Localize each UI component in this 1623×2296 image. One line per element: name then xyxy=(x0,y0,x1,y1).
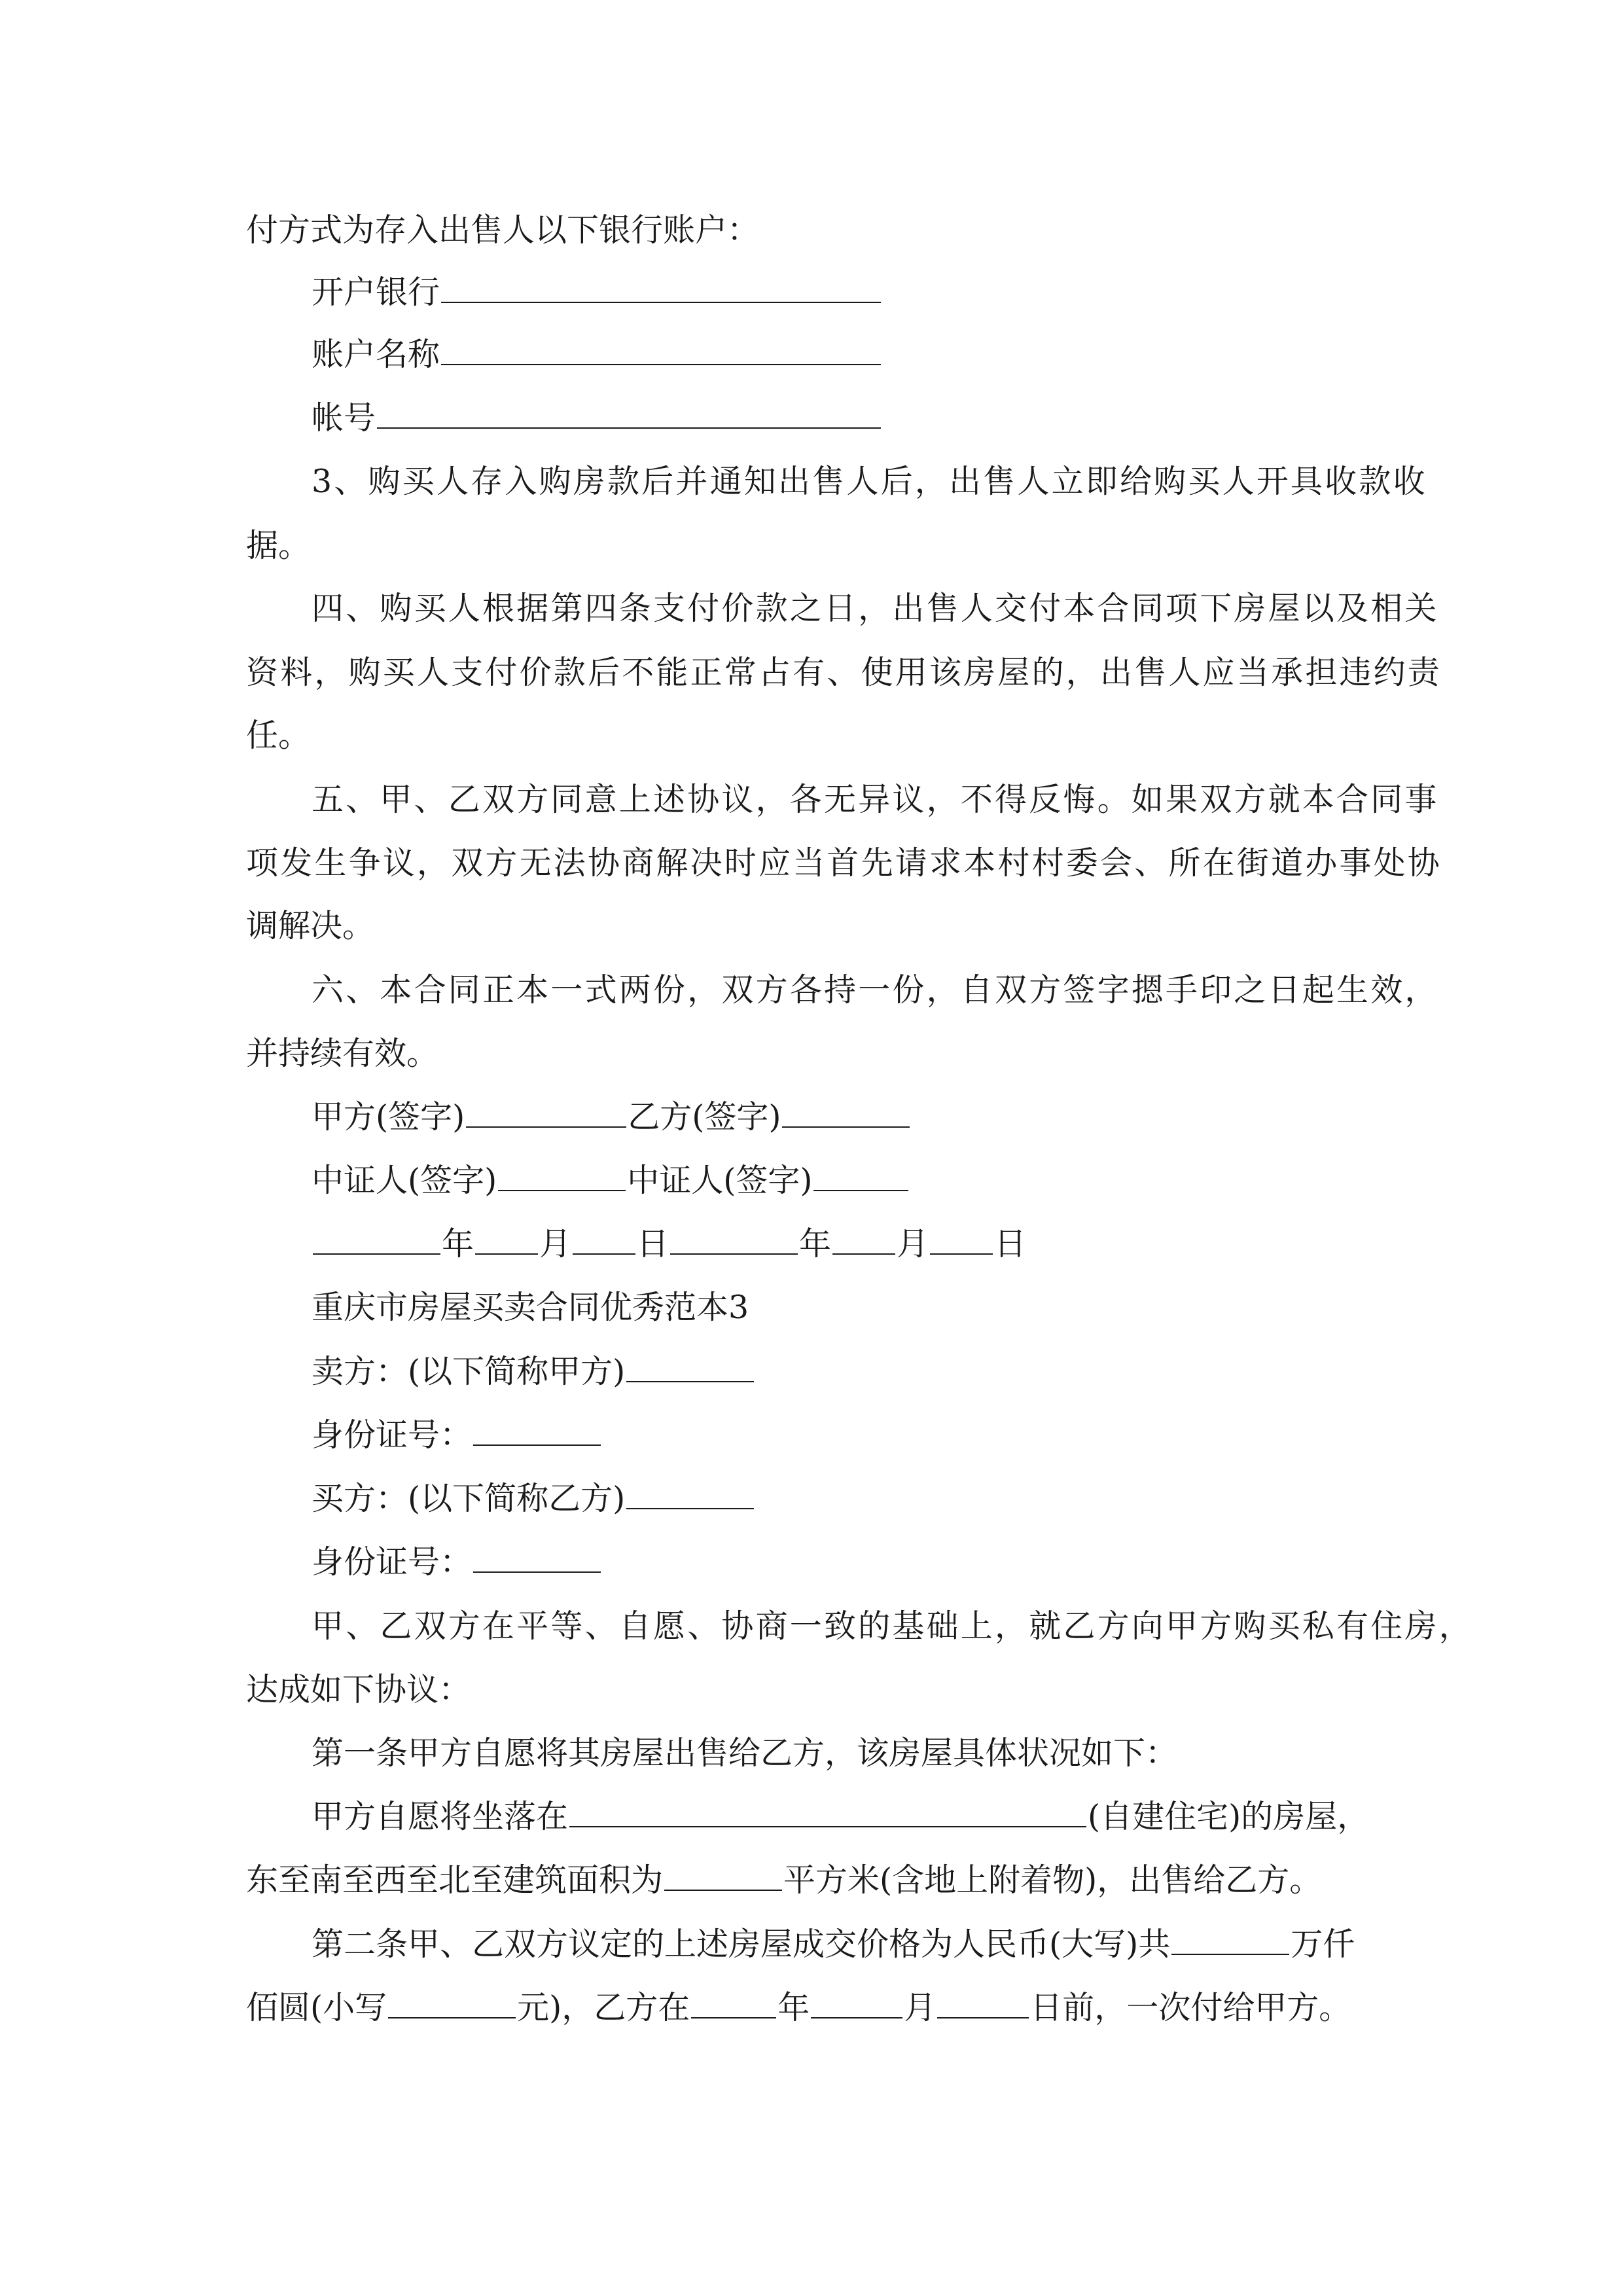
fill-blank xyxy=(441,273,881,303)
fill-blank xyxy=(573,1225,635,1255)
fill-blank xyxy=(930,1225,993,1255)
account-name-field: 账户名称 xyxy=(312,335,882,374)
bank-field: 开户银行 xyxy=(312,273,882,312)
paragraph-line: 并持续有效。 xyxy=(246,1035,439,1072)
fill-blank xyxy=(937,1988,1029,2018)
fill-blank xyxy=(782,1098,910,1128)
paragraph-line: 项发生争议，双方无法协商解决时应当首先请求本村村委会、所在街道办事处协 xyxy=(246,844,1442,882)
fill-blank xyxy=(664,1861,782,1891)
paragraph-line: 3、购买人存入购房款后并通知出售人后，出售人立即给购买人开具收款收 xyxy=(312,463,1427,500)
account-number-field: 帐号 xyxy=(312,399,882,438)
paragraph-line: 调解决。 xyxy=(246,907,375,944)
fill-blank xyxy=(626,1352,754,1382)
fill-blank xyxy=(313,1225,440,1255)
fill-blank xyxy=(475,1225,538,1255)
fill-blank xyxy=(832,1225,895,1255)
paragraph-line: 五、甲、乙双方同意上述协议，各无异议，不得反悔。如果双方就本合同事 xyxy=(312,781,1439,818)
paragraph-line: 付方式为存入出售人以下银行账户： xyxy=(246,211,760,249)
fill-blank xyxy=(813,1161,908,1191)
paragraph-line: 四、购买人根据第四条支付价款之日，出售人交付本合同项下房屋以及相关 xyxy=(312,590,1439,627)
location-line: 甲方自愿将坐落在 (自建住宅)的房屋， xyxy=(312,1798,1370,1835)
paragraph-line: 第一条甲方自愿将其房屋出售给乙方，该房屋具体状况如下： xyxy=(312,1734,1178,1772)
buyer-id-field: 身份证号： xyxy=(312,1543,602,1582)
signature-line-parties: 甲方(签字) 乙方(签字) xyxy=(312,1098,911,1137)
date-line: 年 月 日 年 月 日 xyxy=(312,1225,1026,1264)
fill-blank xyxy=(691,1988,776,2018)
price-line: 第二条甲、乙双方议定的上述房屋成交价格为人民币(大写)共 万仟 xyxy=(312,1926,1355,1963)
paragraph-line: 任。 xyxy=(246,717,311,754)
seller-id-field: 身份证号： xyxy=(312,1416,602,1455)
signature-line-witnesses: 中证人(签字) 中证人(签字) xyxy=(312,1161,910,1200)
paragraph-line: 资料，购买人支付价款后不能正常占有、使用该房屋的，出售人应当承担违约责 xyxy=(246,654,1442,691)
fill-blank xyxy=(670,1225,798,1255)
section-title: 重庆市房屋买卖合同优秀范本3 xyxy=(312,1289,749,1326)
fill-blank xyxy=(473,1416,601,1446)
seller-field: 卖方：(以下简称甲方) xyxy=(312,1352,755,1391)
paragraph-line: 甲、乙双方在平等、自愿、协商一致的基础上，就乙方向甲方购买私有住房， xyxy=(312,1607,1473,1645)
paragraph-line: 达成如下协议： xyxy=(246,1671,471,1708)
fill-blank xyxy=(388,1988,516,2018)
fill-blank xyxy=(811,1988,902,2018)
area-line: 东至南至西至北至建筑面积为 平方米(含地上附着物)，出售给乙方。 xyxy=(246,1861,1322,1899)
fill-blank xyxy=(626,1479,754,1509)
fill-blank xyxy=(441,335,881,365)
fill-blank xyxy=(377,399,881,429)
payment-line: 佰圆(小写 元)，乙方在 年 月 日前，一次付给甲方。 xyxy=(246,1989,1351,2026)
fill-blank xyxy=(569,1797,1086,1827)
buyer-field: 买方：(以下简称乙方) xyxy=(312,1479,755,1518)
fill-blank xyxy=(1171,1925,1289,1955)
paragraph-line: 六、本合同正本一式两份，双方各持一份，自双方签字摁手印之日起生效， xyxy=(312,971,1439,1009)
fill-blank xyxy=(466,1098,626,1128)
fill-blank xyxy=(473,1543,601,1573)
paragraph-line: 据。 xyxy=(246,527,311,564)
fill-blank xyxy=(498,1161,626,1191)
